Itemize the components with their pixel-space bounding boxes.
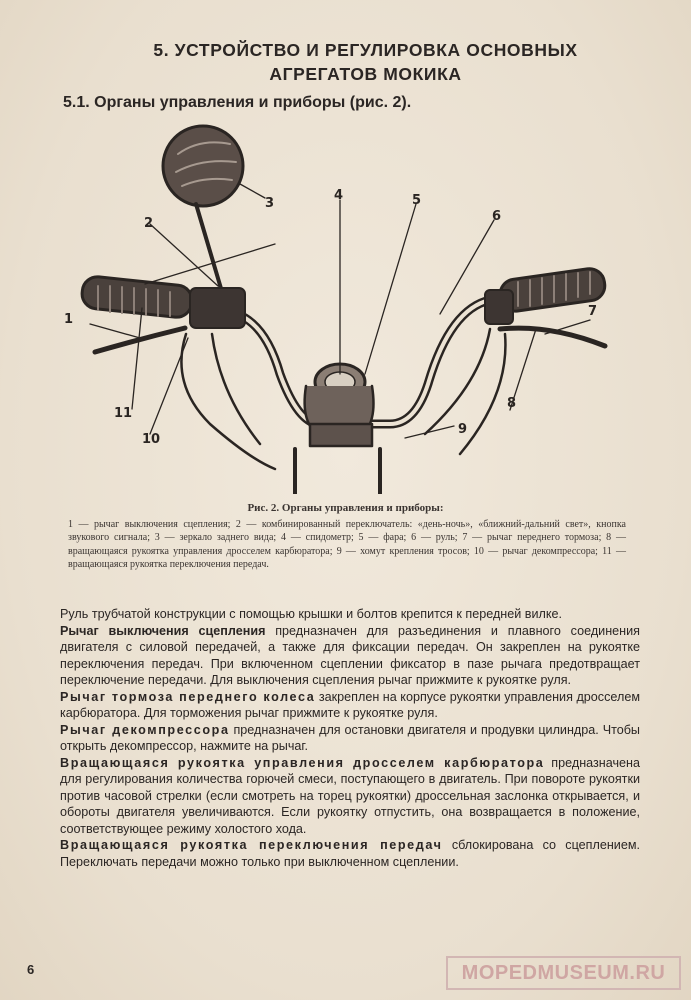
callout-5: 5 <box>412 193 422 208</box>
term-gear-grip: Вращающаяся рукоятка переключения передач <box>60 838 443 852</box>
paragraph-throttle-grip <box>60 755 640 838</box>
term-front-brake: Рычаг тормоза переднего колеса <box>60 689 316 704</box>
term-throttle-grip: Вращающаяся рукоятка управления дросселем карбюратора <box>60 755 545 770</box>
callout-1: 1 <box>64 312 74 327</box>
text-front-brake: закреплен на корпусе рукоятки управления дросселем карбюратора. Для торможения рычаг прижмите к рукоятке руля. <box>60 689 640 720</box>
paragraph-front-brake <box>60 689 640 722</box>
handlebar-figure <box>60 124 640 494</box>
callout-11: 11 <box>114 406 133 421</box>
body-text <box>60 606 640 870</box>
text-gear-grip: сблокирована со сцеплением. Переключать передачи можно только при выключенном сцеплении. <box>60 838 640 869</box>
callout-4: 4 <box>334 188 344 203</box>
mirror <box>163 126 243 206</box>
page-number: 6 <box>27 962 35 977</box>
paragraph-clutch-lever <box>60 623 640 689</box>
paragraph-gear-grip <box>60 837 640 870</box>
callout-10: 10 <box>142 432 161 447</box>
callout-8: 8 <box>507 396 517 411</box>
term-decompressor: Рычаг декомпрессора <box>60 722 230 737</box>
combined-switch <box>190 288 245 328</box>
brake-lever <box>500 328 605 346</box>
paragraph-decompressor <box>60 722 640 755</box>
callout-7: 7 <box>588 304 598 319</box>
cable-clamp <box>310 424 372 446</box>
callout-9: 9 <box>458 422 468 437</box>
site-watermark: MOPEDMUSEUM.RU <box>446 956 681 990</box>
callout-2: 2 <box>144 216 154 231</box>
term-clutch-lever: Рычаг выключения сцепления <box>60 623 266 638</box>
subsection-heading: 5.1. Органы управления и приборы (рис. 2). <box>63 94 412 111</box>
paragraph-handlebar: Руль трубчатой конструкции с помощью крышки и болтов крепится к передней вилке. <box>60 607 563 621</box>
figure-caption: 1 — рычаг выключения сцепления; 2 — комбинированный переключатель: «день-ночь», «ближний-дальний свет», кнопка звукового сигнала; 3 — зеркало заднего вида; 4 — спидометр; 5 — фара; 6 — руль; 7 — рычаг переднего тормоза; 8 — вращающаяся рукоятка управления дросселем карбюратора; 9 — хомут крепления тросов; 10 — рычаг декомпрессора; 11 — вращающаяся рукоятка переключения передач. <box>68 519 626 570</box>
callout-3: 3 <box>265 196 275 211</box>
text-clutch-lever: предназначен для разъединения и плавного соединения двигателя с силовой передачей, а также для фиксации передач. Он закреплен на рукоятке переключения передач. При включенном сцеплении фиксатор в пазе рычага предотвращает переключение передачи. Для выключения сцепления рычаг прижмите к рукоятке руля. <box>60 623 640 687</box>
figure-caption-title: Рис. 2. Органы управления и приборы: <box>247 502 444 514</box>
text-throttle-grip: предназначена для регулирования количества горючей смеси, поступающего в двигатель. При повороте рукоятки против часовой стрелки (если смотреть на торец рукоятки) дроссельная заслонка открывается, и обороты двигателя увеличиваются. Если рукоятку отпустить, она возвращается в положение, соответствующее режиму холостого хода. <box>60 755 640 836</box>
section-title-line-2: АГРЕГАТОВ МОКИКА <box>269 64 462 84</box>
section-title-line-1: 5. УСТРОЙСТВО И РЕГУЛИРОВКА ОСНОВНЫХ <box>153 40 578 60</box>
text-decompressor: предназначен для остановки двигателя и продувки цилиндра. Чтобы открыть декомпрессор, нажмите на рычаг. <box>60 722 640 753</box>
callout-6: 6 <box>492 209 502 224</box>
